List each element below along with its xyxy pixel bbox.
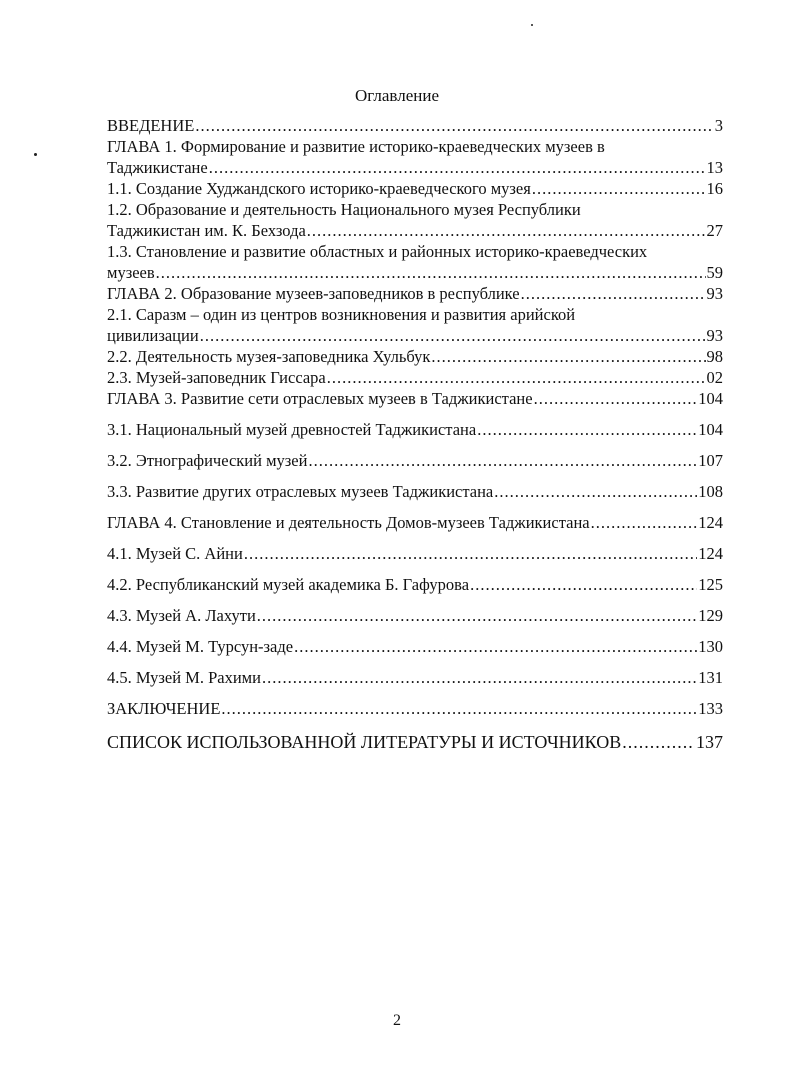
toc-entry-first-line: 1.3. Становление и развитие областных и районных историко-краеведческих [107,242,648,261]
dot-leader [521,283,706,304]
dot-leader [221,698,697,719]
toc-entry-chapter-4[interactable] [107,512,723,533]
toc-entry-4-3[interactable] [107,605,723,626]
toc-entry-text: музеев [107,263,155,282]
toc-entry-page: 27 [706,221,723,240]
dot-leader [591,512,698,533]
toc-entry-1-2[interactable] [107,199,723,241]
toc-entry-1-1[interactable] [107,178,723,199]
dot-leader [532,178,706,199]
toc-entry-text: ГЛАВА 2. Образование музеев-заповедников в республике [107,284,520,303]
scan-speck [531,24,533,26]
toc-entry-3-2[interactable] [107,450,723,471]
dot-leader [327,367,706,388]
toc-entry-1-3[interactable] [107,241,723,283]
dot-leader [477,419,697,440]
dot-leader [494,481,697,502]
dot-leader [262,667,697,688]
toc-entry-first-line: 2.1. Саразм – один из центров возникновения и развития арийской [107,305,576,324]
toc-entry-text: ГЛАВА 4. Становление и деятельность Домов-музеев Таджикистана [107,513,590,532]
toc-entry-page: 125 [698,575,723,594]
toc-entry-page: 93 [706,326,723,345]
toc-entry-text: 4.4. Музей М. Турсун-заде [107,637,294,656]
toc-entry-page: 130 [698,637,723,656]
toc-entry-page: 124 [698,513,723,532]
dot-leader [257,605,697,626]
toc-entry-2-3[interactable] [107,367,723,388]
toc-entry-chapter-2[interactable] [107,283,723,304]
toc-entry-text: СПИСОК ИСПОЛЬЗОВАННОЙ ЛИТЕРАТУРЫ И ИСТОЧНИКОВ [107,732,622,752]
toc-entry-text: ВВЕДЕНИЕ [107,116,195,135]
toc-entry-introduction[interactable] [107,115,723,136]
page-title: Оглавление [355,86,439,105]
toc-entry-text: 4.5. Музей М. Рахими [107,668,261,687]
dot-leader [534,388,698,409]
toc-entry-text: 3.1. Национальный музей древностей Таджикистана [107,420,477,439]
dot-leader [209,157,706,178]
dot-leader [470,574,697,595]
toc-entry-text: 4.3. Музей А. Лахути [107,606,256,625]
dot-leader [431,346,705,367]
toc-entry-text: цивилизации [107,326,199,345]
toc-entry-references[interactable] [107,731,723,753]
dot-leader [622,731,695,753]
scan-speck [34,153,37,156]
toc-entry-text: 2.3. Музей-заповедник Гиссара [107,368,326,387]
toc-entry-page: 104 [698,389,723,408]
toc-entry-4-5[interactable] [107,667,723,688]
toc-entry-text: 3.3. Развитие других отраслевых музеев Таджикистана [107,482,494,501]
dot-leader [244,543,697,564]
toc-entry-page: 59 [706,263,723,282]
toc-entry-text: ГЛАВА 3. Развитие сети отраслевых музеев в Таджикистане [107,389,533,408]
toc-entry-chapter-3[interactable] [107,388,723,409]
dot-leader [294,636,697,657]
toc-entry-page: 129 [698,606,723,625]
toc-entry-page: 3 [714,116,723,135]
toc-entry-3-1[interactable] [107,419,723,440]
table-of-contents [107,115,723,753]
toc-entry-4-4[interactable] [107,636,723,657]
page-number: 2 [393,1012,401,1029]
toc-entry-first-line: ГЛАВА 1. Формирование и развитие историко-краеведческих музеев в [107,137,605,156]
toc-entry-page: 13 [706,158,723,177]
dot-leader [200,325,706,346]
toc-entry-page: 124 [698,544,723,563]
toc-entry-3-3[interactable] [107,481,723,502]
toc-entry-2-1[interactable] [107,304,723,346]
toc-entry-page: 16 [706,179,723,198]
toc-entry-2-2[interactable] [107,346,723,367]
toc-entry-page: 137 [696,732,723,752]
toc-entry-text: 4.1. Музей С. Айни [107,544,243,563]
toc-entry-4-1[interactable] [107,543,723,564]
dot-leader [308,450,697,471]
dot-leader [195,115,713,136]
toc-entry-page: 107 [698,451,723,470]
toc-entry-text: Таджикистан им. К. Бехзода [107,221,306,240]
toc-entry-page: 104 [698,420,723,439]
toc-entry-text: 1.1. Создание Худжандского историко-краеведческого музея [107,179,531,198]
dot-leader [307,220,706,241]
toc-entry-text: 4.2. Республиканский музей академика Б. Гафурова [107,575,470,594]
toc-entry-first-line: 1.2. Образование и деятельность Национального музея Республики [107,200,581,219]
dot-leader [156,262,706,283]
toc-entry-page: 131 [698,668,723,687]
toc-entry-page: 02 [706,368,723,387]
toc-entry-text: ЗАКЛЮЧЕНИЕ [107,699,221,718]
toc-entry-page: 93 [706,284,723,303]
toc-entry-page: 98 [706,347,723,366]
toc-entry-4-2[interactable] [107,574,723,595]
toc-entry-page: 108 [698,482,723,501]
toc-entry-text: 3.2. Этнографический музей [107,451,308,470]
toc-entry-page: 133 [698,699,723,718]
toc-entry-conclusion[interactable] [107,698,723,719]
toc-entry-chapter-1[interactable] [107,136,723,178]
toc-entry-text: Таджикистане [107,158,208,177]
toc-entry-text: 2.2. Деятельность музея-заповедника Хульбук [107,347,431,366]
